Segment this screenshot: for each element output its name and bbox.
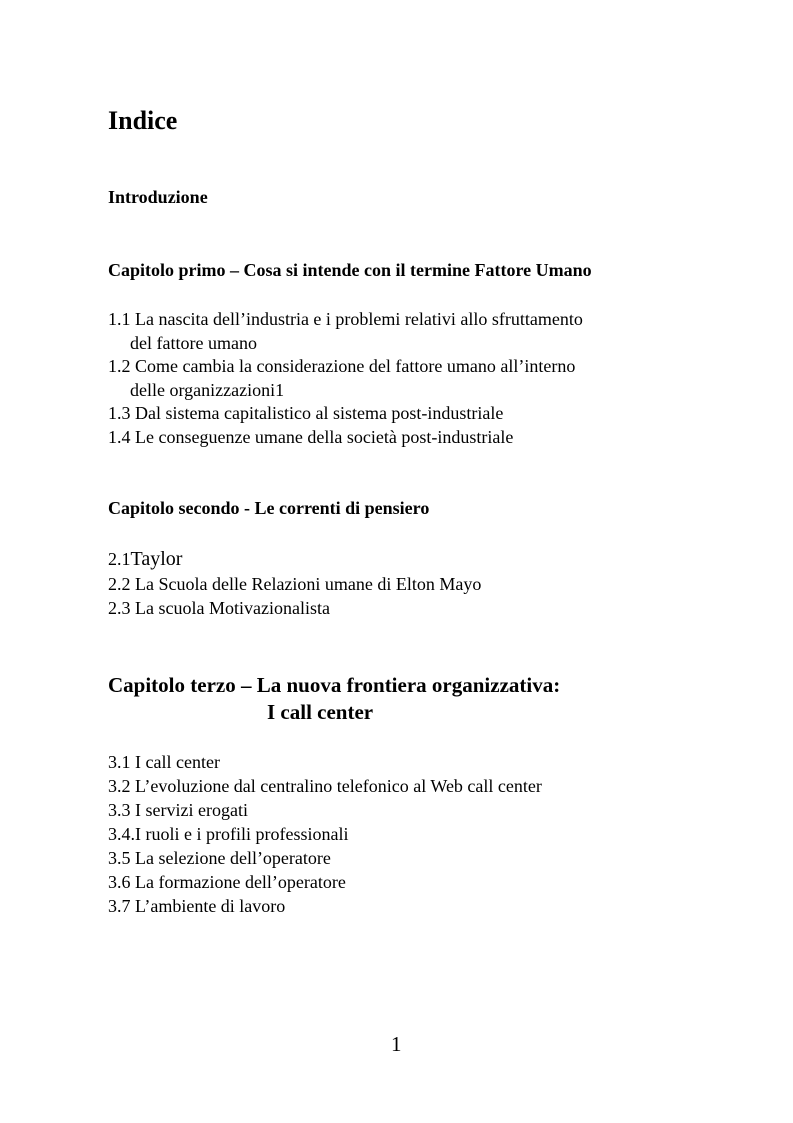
toc-entry-2-3: 2.3 La scuola Motivazionalista <box>108 598 330 618</box>
toc-entry-1-3: 1.3 Dal sistema capitalistico al sistema post-industriale <box>108 403 504 423</box>
toc-entry-1-1: 1.1 La nascita dell’industria e i problemi relativi allo sfruttamento <box>108 309 583 329</box>
page-number: 1 <box>391 1032 402 1056</box>
introduction-heading: Introduzione <box>108 187 208 207</box>
page-title: Indice <box>108 106 178 135</box>
toc-entry-2-1-text: Taylor <box>130 548 183 570</box>
toc-entry-3-3: 3.3 I servizi erogati <box>108 800 248 820</box>
toc-entry-1-2-continued: delle organizzazioni1 <box>130 380 285 400</box>
chapter2-heading: Capitolo secondo - Le correnti di pensiero <box>108 498 430 518</box>
toc-entry-2-2: 2.2 La Scuola delle Relazioni umane di Elton Mayo <box>108 574 482 594</box>
toc-entry-1-2: 1.2 Come cambia la considerazione del fattore umano all’interno <box>108 356 576 376</box>
toc-entry-3-1: 3.1 I call center <box>108 752 220 772</box>
toc-entry-2-1-number: 2.1 <box>108 549 131 569</box>
toc-entry-3-4: 3.4.I ruoli e i profili professionali <box>108 824 349 844</box>
toc-entry-3-2: 3.2 L’evoluzione dal centralino telefonico al Web call center <box>108 776 542 796</box>
toc-entry-1-1-continued: del fattore umano <box>130 333 257 353</box>
toc-entry-3-7: 3.7 L’ambiente di lavoro <box>108 896 286 916</box>
toc-entry-2-1 <box>108 547 182 571</box>
chapter1-heading: Capitolo primo – Cosa si intende con il termine Fattore Umano <box>108 260 592 280</box>
chapter3-heading: Capitolo terzo – La nuova frontiera organizzativa: <box>108 673 561 697</box>
toc-entry-1-4: 1.4 Le conseguenze umane della società post-industriale <box>108 427 514 447</box>
toc-entry-3-5: 3.5 La selezione dell’operatore <box>108 848 331 868</box>
chapter3-heading-continued: I call center <box>267 700 374 724</box>
toc-entry-3-6: 3.6 La formazione dell’operatore <box>108 872 346 892</box>
